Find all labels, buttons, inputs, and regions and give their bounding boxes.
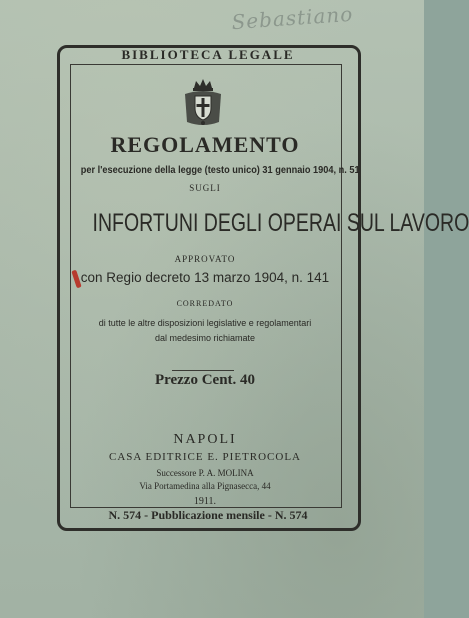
publisher-name: CASA EDITRICE E. PIETROCOLA	[109, 451, 301, 463]
publisher-address: Via Portamedina alla Pignasecca, 44	[139, 481, 271, 491]
handwritten-signature: Sebastiano	[230, 1, 354, 35]
connector-corredato: CORREDATO	[176, 299, 234, 308]
decree-line: con Regio decreto 13 marzo 1904, n. 141	[80, 270, 330, 285]
series-header: BIBLIOTECA LEGALE	[121, 47, 295, 62]
publication-year: 1911.	[193, 496, 217, 507]
provisions-line-1: di tutte le altre disposizioni legislative e regolamentari	[98, 318, 312, 328]
footer-issue-line: N. 574 - Pubblicazione mensile - N. 574	[108, 508, 308, 522]
provisions-text	[70, 316, 340, 346]
price-label: Prezzo Cent. 40	[154, 372, 256, 388]
cover-title: REGOLAMENTO	[110, 132, 300, 157]
connector-approvato: APPROVATO	[174, 254, 236, 264]
main-heading: INFORTUNI DEGLI OPERAI SUL LAVORO	[92, 209, 469, 237]
publisher-successor: Successore P. A. MOLINA	[156, 468, 254, 478]
connector-sugli: SUGLI	[189, 183, 221, 193]
cover-subtitle: per l'esecuzione della legge (testo unico) 31 gennaio 1904, n. 51	[80, 165, 360, 176]
price-divider	[172, 370, 234, 371]
provisions-line-2: dal medesimo richiamate	[154, 333, 256, 343]
royal-coat-of-arms-icon	[182, 78, 224, 128]
publisher-city: NAPOLI	[173, 432, 237, 447]
